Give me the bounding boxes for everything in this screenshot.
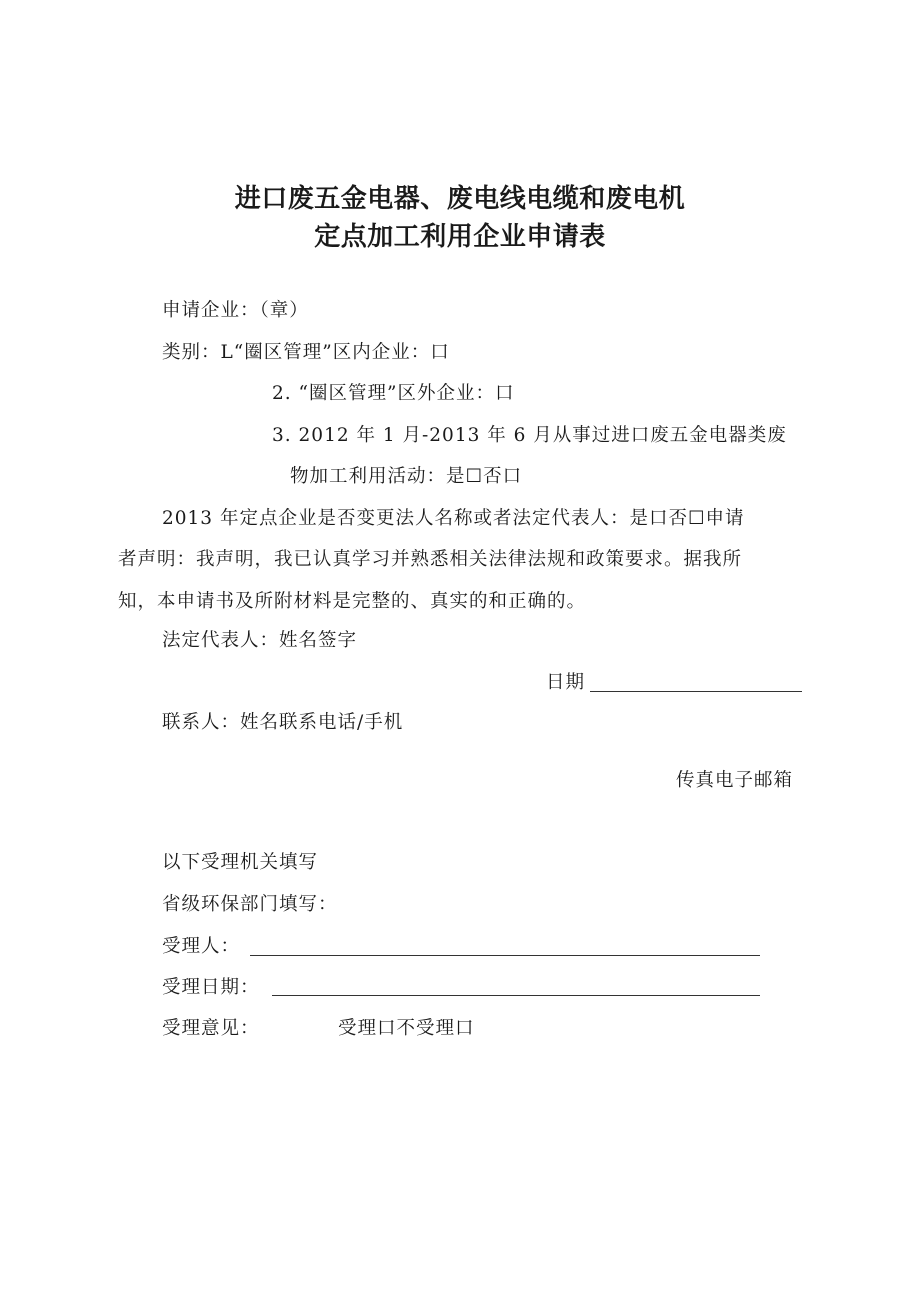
receiver-label: 受理人：: [162, 936, 241, 957]
receive-date-label: 受理日期：: [162, 977, 260, 998]
category-option-1: 类别：L“圈区管理”区内企业：口: [162, 342, 450, 363]
date-field-line[interactable]: [590, 691, 802, 692]
opinion-options: 受理口不受理口: [338, 1018, 475, 1039]
office-header: 以下受理机关填写: [162, 852, 319, 873]
title-line-1: 进口废五金电器、废电线电缆和废电机: [234, 184, 686, 214]
receiver-field-line[interactable]: [250, 955, 760, 956]
declaration-line-1: 者声明：我声明，我已认真学习并熟悉相关法律法规和政策要求。据我所: [118, 549, 743, 570]
fax-email: 传真电子邮箱: [676, 770, 794, 791]
category-option-3-continued: 物加工利用活动：是☐否口: [290, 466, 523, 487]
contact-person: 联系人：姓名联系电话/手机: [162, 712, 404, 733]
title-line-2: 定点加工利用企业申请表: [314, 222, 606, 252]
declaration-line-2: 知，本申请书及所附材料是完整的、真实的和正确的。: [118, 591, 587, 612]
receive-date-field-line[interactable]: [272, 995, 760, 996]
date-label: 日期: [546, 672, 586, 693]
opinion-label: 受理意见：: [162, 1018, 260, 1039]
legal-representative: 法定代表人：姓名签字: [162, 630, 358, 651]
change-question: 2013 年定点企业是否变更法人名称或者法定代表人：是口否☐申请: [162, 508, 745, 529]
category-option-3: 3. 2012 年 1 月-2013 年 6 月从事过进口废五金电器类废: [272, 425, 787, 446]
provincial-department: 省级环保部门填写：: [162, 894, 338, 915]
applicant-company: 申请企业：（章）: [162, 300, 309, 321]
category-option-2: 2. “圈区管理”区外企业：口: [272, 383, 515, 404]
